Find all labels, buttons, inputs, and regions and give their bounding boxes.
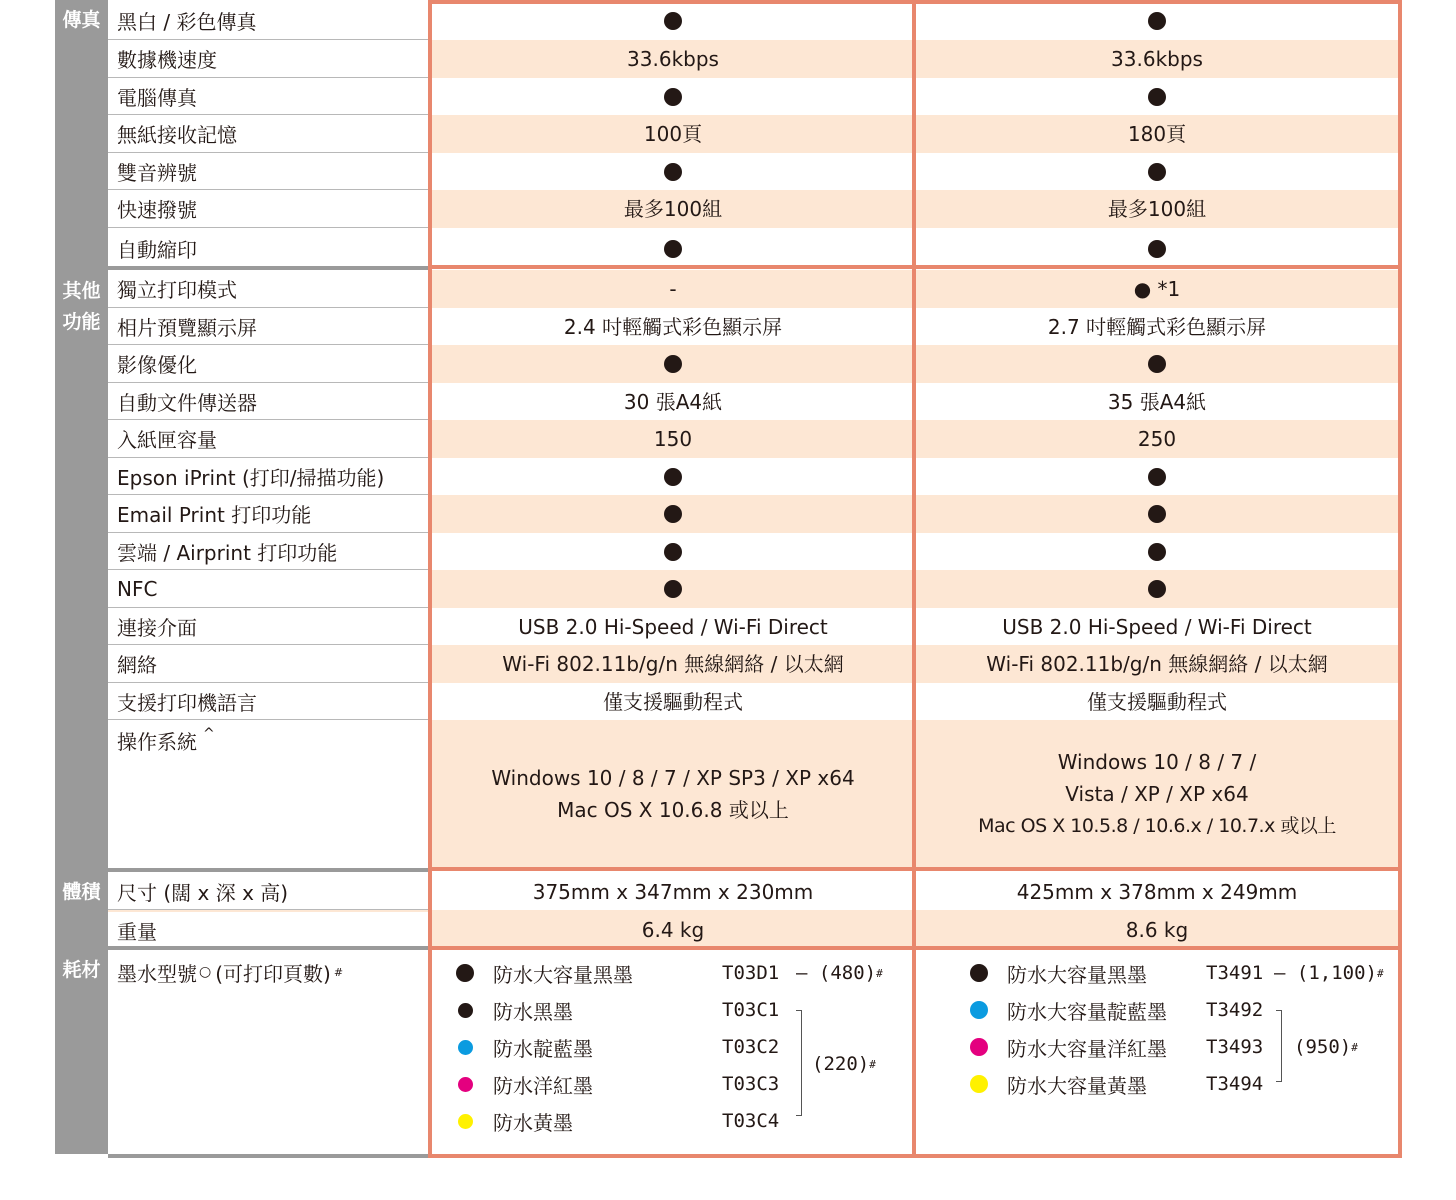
section-size: 體積 [55, 872, 108, 946]
os-a: Windows 10 / 8 / 7 / XP SP3 / XP x64 Mac OS X 10.6.8 或以上 [491, 766, 855, 822]
bullet-dot [1148, 355, 1166, 373]
ink-name: 防水洋紅墨 [493, 1073, 593, 1098]
bullet-dot [1148, 163, 1166, 181]
bullet-dot [664, 12, 682, 30]
ink-color-dot [458, 1077, 473, 1092]
ink-color-dot [456, 964, 474, 982]
ink-name: 防水大容量洋紅墨 [1007, 1036, 1167, 1061]
bullet-dot [664, 88, 682, 106]
divider [1398, 0, 1402, 1158]
divider [912, 0, 916, 1158]
row-value-a [432, 228, 914, 270]
bullet-dot [1148, 88, 1166, 106]
ink-color-dot [458, 1040, 473, 1055]
row-value-a [432, 153, 914, 190]
divider [430, 265, 1402, 269]
row-value-b [916, 78, 1398, 115]
bullet-dot [664, 505, 682, 523]
divider [430, 0, 1402, 4]
row-value-b [916, 495, 1398, 533]
divider [108, 1154, 431, 1158]
ink-name: 防水大容量黃墨 [1007, 1073, 1147, 1098]
ink-name: 防水靛藍墨 [493, 1036, 593, 1061]
ink-item [458, 1103, 573, 1139]
ink-item [458, 955, 633, 991]
bullet-dot [1148, 12, 1166, 30]
row-value-a [432, 533, 914, 570]
bullet-dot [664, 355, 682, 373]
ink-code: T3494 [1206, 1073, 1264, 1095]
row-value-b: Wi-Fi 802.11b/g/n 無線網絡 / 以太網 [986, 652, 1328, 676]
row-label: 雲端 / Airprint 打印功能 [108, 533, 430, 570]
row-value-a [432, 2, 914, 40]
row-value-a: - [669, 277, 677, 301]
ink-color-dot [458, 1003, 473, 1018]
dim-b: 425mm x 378mm x 249mm [1016, 880, 1298, 904]
row-value-a: 2.4 吋輕觸式彩色顯示屏 [563, 314, 783, 339]
ink-code: T3493 [1206, 1036, 1264, 1058]
row-value-b: 僅支援驅動程式 [1087, 689, 1227, 714]
row-value-a: 最多100組 [623, 197, 723, 221]
ink-code: T03C2 [722, 1036, 780, 1058]
ink-b-pages-color: (950) # [1294, 1036, 1358, 1058]
row-label: 雙音辨號 [108, 153, 430, 190]
row-label: 影像優化 [108, 345, 430, 383]
weight-b: 8.6 kg [1125, 918, 1189, 942]
row-value-a: Wi-Fi 802.11b/g/n 無線網絡 / 以太網 [502, 652, 844, 676]
ink-name: 防水大容量靛藍墨 [1007, 999, 1167, 1024]
weight-label: 重量 [108, 912, 430, 948]
ink-a-bracket [796, 1010, 802, 1116]
divider [430, 1154, 1402, 1158]
row-value-b [916, 2, 1398, 40]
row-value-a [432, 495, 914, 533]
ink-color-dot [970, 964, 988, 982]
row-value-b [916, 153, 1398, 190]
row-label: 入紙匣容量 [108, 420, 430, 458]
bullet-dot [664, 543, 682, 561]
ink-name: 防水大容量黑墨 [493, 962, 633, 987]
ink-color-dot [970, 1075, 988, 1093]
bullet-dot [1148, 543, 1166, 561]
row-label: 無紙接收記憶 [108, 115, 430, 153]
ink-code: T03C4 [722, 1110, 780, 1132]
row-label: 連接介面 [108, 608, 430, 645]
row-value-b: 最多100組 [1107, 197, 1207, 221]
row-value-b: 33.6kbps [1111, 47, 1203, 71]
row-value-b [916, 228, 1398, 270]
weight-a: 6.4 kg [641, 918, 705, 942]
divider [428, 0, 432, 1158]
row-value-a [432, 570, 914, 608]
row-label: 支援打印機語言 [108, 683, 430, 720]
row-label: Epson iPrint (打印/掃描功能) [108, 458, 430, 495]
row-value-b [916, 345, 1398, 383]
row-label: 自動文件傳送器 [108, 383, 430, 420]
bullet-dot [664, 580, 682, 598]
bullet-dot [1148, 240, 1166, 258]
ink-b-pages-black: – (1,100) # [1274, 962, 1384, 984]
divider [430, 946, 1402, 950]
row-label: 數據機速度 [108, 40, 430, 78]
section-fax: 傳真 [55, 0, 108, 266]
row-value-b [916, 533, 1398, 570]
bullet-dot [1148, 505, 1166, 523]
row-value-b [916, 570, 1398, 608]
row-label: 相片預覽顯示屏 [108, 308, 430, 345]
ink-item [458, 1029, 593, 1065]
ink-b-bracket [1276, 1010, 1282, 1082]
section-other-label: 其他功能 [62, 280, 101, 333]
ink-a-pages-black: – (480) # [796, 962, 883, 984]
ink-item [972, 992, 1167, 1028]
row-value-a: 33.6kbps [627, 47, 719, 71]
ink-code: T3491 [1206, 962, 1264, 984]
divider [430, 867, 1402, 871]
section-other [55, 270, 108, 868]
ink-name: 防水黑墨 [493, 999, 573, 1024]
dim-a: 375mm x 347mm x 230mm [532, 880, 814, 904]
row-label: 黑白 / 彩色傳真 [108, 2, 430, 40]
ink-color-dot [458, 1114, 473, 1129]
ink-color-dot [970, 1001, 988, 1019]
ink-item [972, 1029, 1167, 1065]
row-value-a [432, 345, 914, 383]
row-value-a [432, 458, 914, 495]
row-label: 自動縮印 [108, 228, 430, 270]
row-label: 電腦傳真 [108, 78, 430, 115]
row-value-b: 180頁 [1127, 122, 1187, 146]
row-label: 獨立打印模式 [108, 270, 430, 308]
ink-code: T03D1 [722, 962, 780, 984]
row-label: 網絡 [108, 645, 430, 683]
row-value-b [916, 458, 1398, 495]
dim-label: 尺寸 (闊 x 深 x 高) [108, 874, 430, 910]
row-value-a: USB 2.0 Hi-Speed / Wi-Fi Direct [518, 614, 828, 639]
row-label: NFC [108, 570, 430, 608]
divider [55, 868, 431, 872]
row-value-a: 150 [653, 427, 693, 451]
row-value-a: 100頁 [643, 122, 703, 146]
row-value-a: 30 張A4紙 [623, 389, 723, 414]
row-label: 快速撥號 [108, 190, 430, 228]
row-value-b: 2.7 吋輕觸式彩色顯示屏 [1047, 314, 1267, 339]
ink-name: 防水黃墨 [493, 1110, 573, 1135]
ink-color-dot [970, 1038, 988, 1056]
bullet-dot [664, 240, 682, 258]
os-b: Windows 10 / 8 / 7 / Vista / XP / XP x64 Mac OS X 10.5.8 / 10.6.x / 10.7.x 或以上 [978, 750, 1336, 837]
ink-label: 墨水型號 ○ (可打印頁數) # [108, 954, 430, 990]
row-value-b: ● *1 [1133, 277, 1181, 301]
row-value-b: USB 2.0 Hi-Speed / Wi-Fi Direct [1002, 614, 1312, 639]
bullet-dot [664, 468, 682, 486]
ink-code: T03C3 [722, 1073, 780, 1095]
ink-item [458, 992, 573, 1028]
row-value-a: 僅支援驅動程式 [603, 689, 743, 714]
bullet-dot [1148, 468, 1166, 486]
ink-code: T03C1 [722, 999, 780, 1021]
row-label: Email Print 打印功能 [108, 495, 430, 533]
bullet-dot [1148, 580, 1166, 598]
row-value-b: 35 張A4紙 [1107, 389, 1207, 414]
ink-a-pages-color: (220) # [812, 1053, 876, 1075]
ink-code: T3492 [1206, 999, 1264, 1021]
row-value-a [432, 78, 914, 115]
ink-item [972, 1066, 1147, 1102]
row-value-b: 250 [1137, 427, 1177, 451]
divider [55, 266, 431, 270]
bullet-dot [664, 163, 682, 181]
divider [55, 946, 431, 950]
ink-item [972, 955, 1147, 991]
os-label: 操作系統 ^ [108, 720, 430, 868]
ink-name: 防水大容量黑墨 [1007, 962, 1147, 987]
ink-item [458, 1066, 593, 1102]
section-consumables: 耗材 [55, 950, 108, 1154]
